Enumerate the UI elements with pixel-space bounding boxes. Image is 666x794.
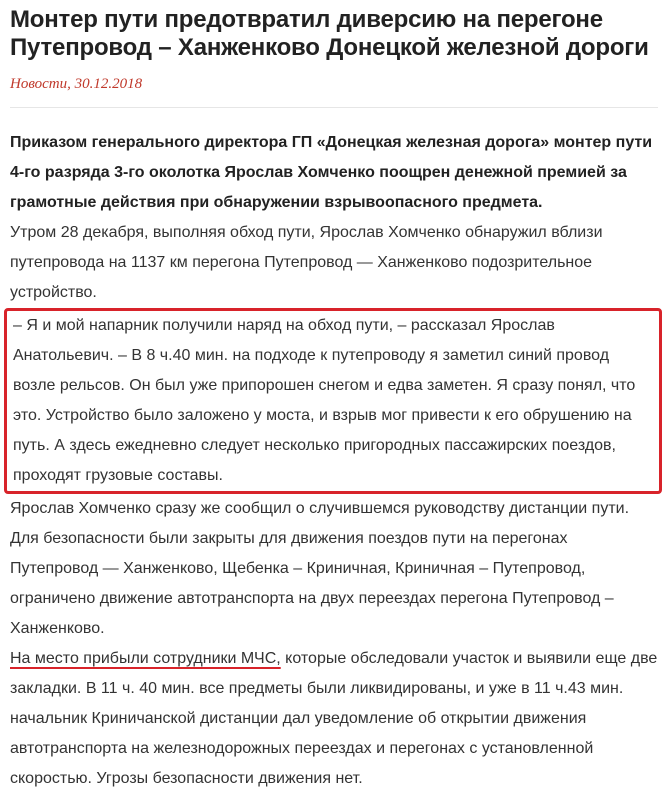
article-paragraph-3-rest: которые обследовали участок и выявили еще две закладки. В 11 ч. 40 мин. все предметы были ликвидированы, и уже в 11 ч.43 мин. начальник Криничанской дистанции дал уведомление об открытии движения автотранспорта на железнодорожных переездах и перегонах с установленной скоростью. Угрозы безопасности движения нет. <box>10 650 658 787</box>
article <box>10 6 658 794</box>
article-title: Монтер пути предотвратил диверсию на перегоне Путепровод – Ханженково Донецкой железной дороги <box>10 6 649 61</box>
article-quote: – Я и мой напарник получили наряд на обход пути, – рассказал Ярослав Анатольевич. – В 8 ч.40 мин. на подходе к путепроводу я заметил синий провод возле рельсов. Он был уже припорошен снегом и едва заметен. Я сразу понял, что это. Устройство было заложено у моста, и взрыв мог привести к его обрушению на путь. А здесь ежедневно следует несколько пригородных пассажирских поездов, проходят грузовые составы. <box>13 317 636 484</box>
highlighted-quote-box <box>4 308 662 494</box>
article-meta <box>10 76 658 93</box>
article-paragraph-3 <box>10 644 658 794</box>
article-lead: Приказом генерального директора ГП «Донецкая железная дорога» монтер пути 4-го разряда 3-го околотка Ярослав Хомченко поощрен денежной премией за грамотные действия при обнаружении взрывоопасного предмета. <box>10 134 653 211</box>
meta-separator: , <box>67 76 75 92</box>
article-category-link[interactable]: Новости <box>10 76 68 92</box>
article-paragraph-1: Утром 28 декабря, выполняя обход пути, Ярослав Хомченко обнаружил вблизи путепровода на 1137 км перегона Путепровод — Ханженково подозрительное устройство. <box>10 224 603 301</box>
meta-divider <box>10 107 658 108</box>
article-body <box>10 128 658 794</box>
article-date: 30.12.2018 <box>74 76 143 92</box>
underlined-phrase: На место прибыли сотрудники МЧС, <box>10 650 281 667</box>
article-paragraph-2: Ярослав Хомченко сразу же сообщил о случившемся руководству дистанции пути. Для безопасности были закрыты для движения поездов пути на перегонах Путепровод — Ханженково, Щебенка – Криничная, Криничная – Путепровод, ограничено движение автотранспорта на двух переездах перегона Путепровод – Ханженково. <box>10 500 630 637</box>
